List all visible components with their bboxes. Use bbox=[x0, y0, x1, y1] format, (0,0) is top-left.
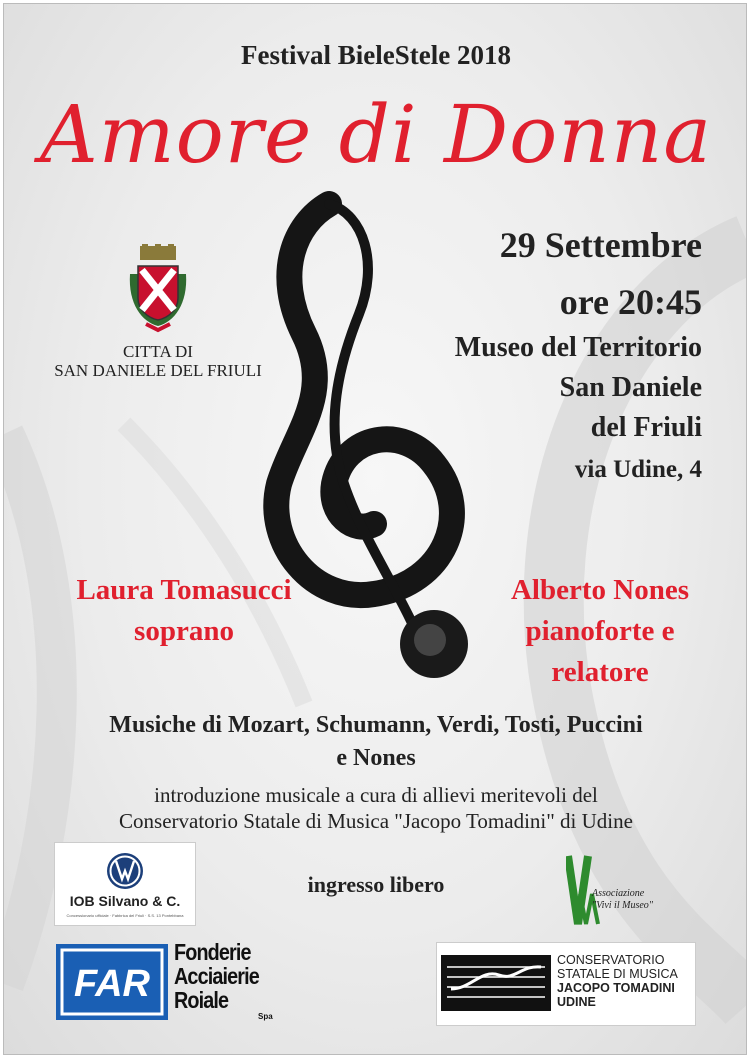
conservatorio-logo-icon bbox=[441, 955, 551, 1011]
performer-1-name: Laura Tomasucci bbox=[76, 574, 292, 606]
iob-tagline: Concessionario ufficiale · Fabbrica del Friuli · S.S. 13 Pontebbana bbox=[66, 913, 184, 918]
music-line-1: Musiche di Mozart, Schumann, Verdi, Tosti, Puccini bbox=[109, 712, 643, 738]
far-line-2: Acciaierie bbox=[174, 963, 259, 989]
city-name bbox=[44, 342, 272, 380]
event-time: ore 20:45 bbox=[559, 282, 702, 322]
music-line-2: e Nones bbox=[336, 745, 416, 771]
cons-line-3 bbox=[557, 981, 678, 995]
iob-name: IOB Silvano & C. bbox=[69, 893, 181, 909]
event-date: 29 Settembre bbox=[499, 225, 702, 265]
city-line-2: SAN DANIELE DEL FRIULI bbox=[54, 361, 262, 380]
far-line-3: Roiale bbox=[174, 987, 229, 1013]
performer-2-name: Alberto Nones bbox=[510, 574, 689, 606]
cons-line-1: CONSERVATORIO bbox=[557, 953, 665, 967]
cons-line-4 bbox=[557, 995, 678, 1009]
intro-text bbox=[4, 782, 747, 834]
vivi-line-1: Associazione bbox=[592, 888, 645, 899]
cons-line-2: STATALE DI MUSICA bbox=[557, 967, 678, 981]
vw-logo-icon bbox=[105, 851, 145, 891]
location-line-3: del Friuli bbox=[590, 412, 702, 443]
far-name bbox=[174, 940, 259, 1012]
conservatorio-logo bbox=[436, 942, 696, 1026]
intro-line-1: introduzione musicale a cura di allievi meritevoli del bbox=[154, 783, 598, 807]
vivi-museo-logo bbox=[566, 854, 700, 926]
performer-1 bbox=[34, 570, 334, 652]
performer-2 bbox=[460, 570, 740, 693]
location-line-2: San Daniele bbox=[559, 372, 702, 403]
vivi-line-2: "Vivi il Museo" bbox=[592, 900, 653, 911]
event-title: Amore di Donna bbox=[39, 88, 713, 181]
cons-line-4-bold: UDINE bbox=[557, 995, 596, 1009]
intro-line-2: Conservatorio Statale di Musica "Jacopo Tomadini" di Udine bbox=[119, 809, 633, 833]
city-line-1: CITTA DI bbox=[123, 342, 193, 361]
far-line-1: Fonderie bbox=[174, 939, 251, 965]
svg-text:FAR: FAR bbox=[74, 963, 150, 1005]
music-program bbox=[4, 709, 747, 775]
location-line-4: via Udine, 4 bbox=[574, 456, 702, 483]
poster bbox=[3, 3, 747, 1055]
festival-title: Festival BieleStele 2018 bbox=[241, 40, 511, 70]
iob-sponsor-logo bbox=[54, 842, 196, 926]
performer-1-role: soprano bbox=[134, 615, 234, 647]
far-logo-icon bbox=[56, 944, 168, 1020]
performer-2-role: pianoforte e bbox=[525, 615, 675, 647]
location-line-1: Museo del Territorio bbox=[454, 332, 702, 363]
performer-2-role-2: relatore bbox=[551, 656, 649, 688]
far-sponsor-logo bbox=[56, 938, 272, 1026]
city-crest-icon bbox=[122, 244, 194, 336]
entry-note: ingresso libero bbox=[307, 872, 445, 897]
far-spa: Spa bbox=[258, 1012, 273, 1021]
cons-line-3-bold: JACOPO TOMADINI bbox=[557, 981, 675, 995]
conservatorio-text bbox=[557, 953, 678, 1009]
vivi-museo-text bbox=[592, 888, 700, 912]
